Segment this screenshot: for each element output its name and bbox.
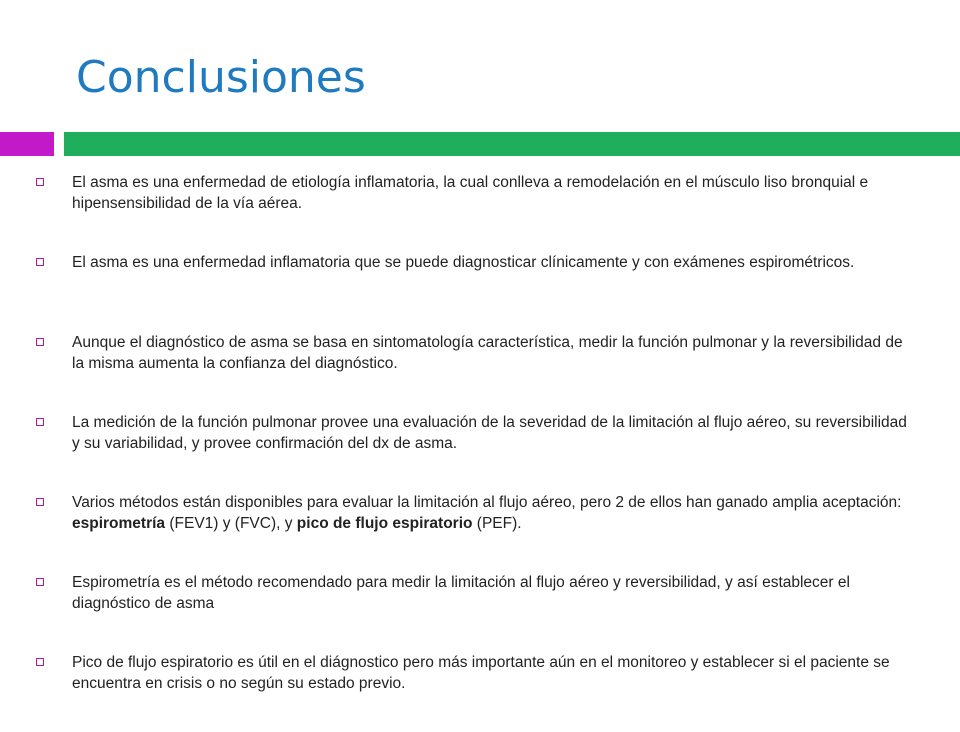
bullet-text: La medición de la función pulmonar provee una evaluación de la severidad de la limitación al flujo aéreo, su reversibilidad y su variabilidad, y provee confirmación del dx de asma. <box>72 414 907 452</box>
bullet-text: El asma es una enfermedad inflamatoria que se puede diagnosticar clínicamente y con exámenes espirométricos. <box>72 254 855 271</box>
bullet-text: El asma es una enfermedad de etiología inflamatoria, la cual conlleva a remodelación en el músculo liso bronquial e hipensensibilidad de la vía aérea. <box>72 174 869 212</box>
bullet-item <box>36 572 916 652</box>
bullet-text: (FEV1) y (FVC), y <box>165 515 297 532</box>
bullet-text: Aunque el diagnóstico de asma se basa en sintomatología característica, medir la función pulmonar y la reversibilidad de la misma aumenta la confianza del diagnóstico. <box>72 334 903 372</box>
bullet-item <box>36 492 916 572</box>
bullet-item <box>36 652 916 732</box>
square-outline-icon <box>36 338 44 346</box>
bullet-text-bold: espirometría <box>72 515 166 532</box>
square-outline-icon <box>36 658 44 666</box>
bullet-list <box>36 172 916 732</box>
bullet-text: (PEF). <box>472 515 522 532</box>
square-outline-icon <box>36 258 44 266</box>
accent-bar-pink <box>0 132 54 156</box>
bullet-item <box>36 412 916 492</box>
square-outline-icon <box>36 178 44 186</box>
bullet-item <box>36 172 916 252</box>
square-outline-icon <box>36 418 44 426</box>
accent-bar-green <box>64 132 960 156</box>
bullet-item <box>36 332 916 412</box>
bullet-text: Espirometría es el método recomendado para medir la limitación al flujo aéreo y reversibilidad, y así establecer el diagnóstico de asma <box>72 574 850 612</box>
square-outline-icon <box>36 578 44 586</box>
bullet-text: Pico de flujo espiratorio es útil en el diágnostico pero más importante aún en el monitoreo y establecer si el paciente se encuentra en crisis o no según su estado previo. <box>72 654 890 692</box>
slide-title: Conclusiones <box>76 52 366 103</box>
bullet-item <box>36 252 916 332</box>
bullet-text-bold: pico de flujo espiratorio <box>296 515 473 532</box>
bullet-text: Varios métodos están disponibles para evaluar la limitación al flujo aéreo, pero 2 de ellos han ganado amplia aceptación: <box>72 494 902 511</box>
square-outline-icon <box>36 498 44 506</box>
